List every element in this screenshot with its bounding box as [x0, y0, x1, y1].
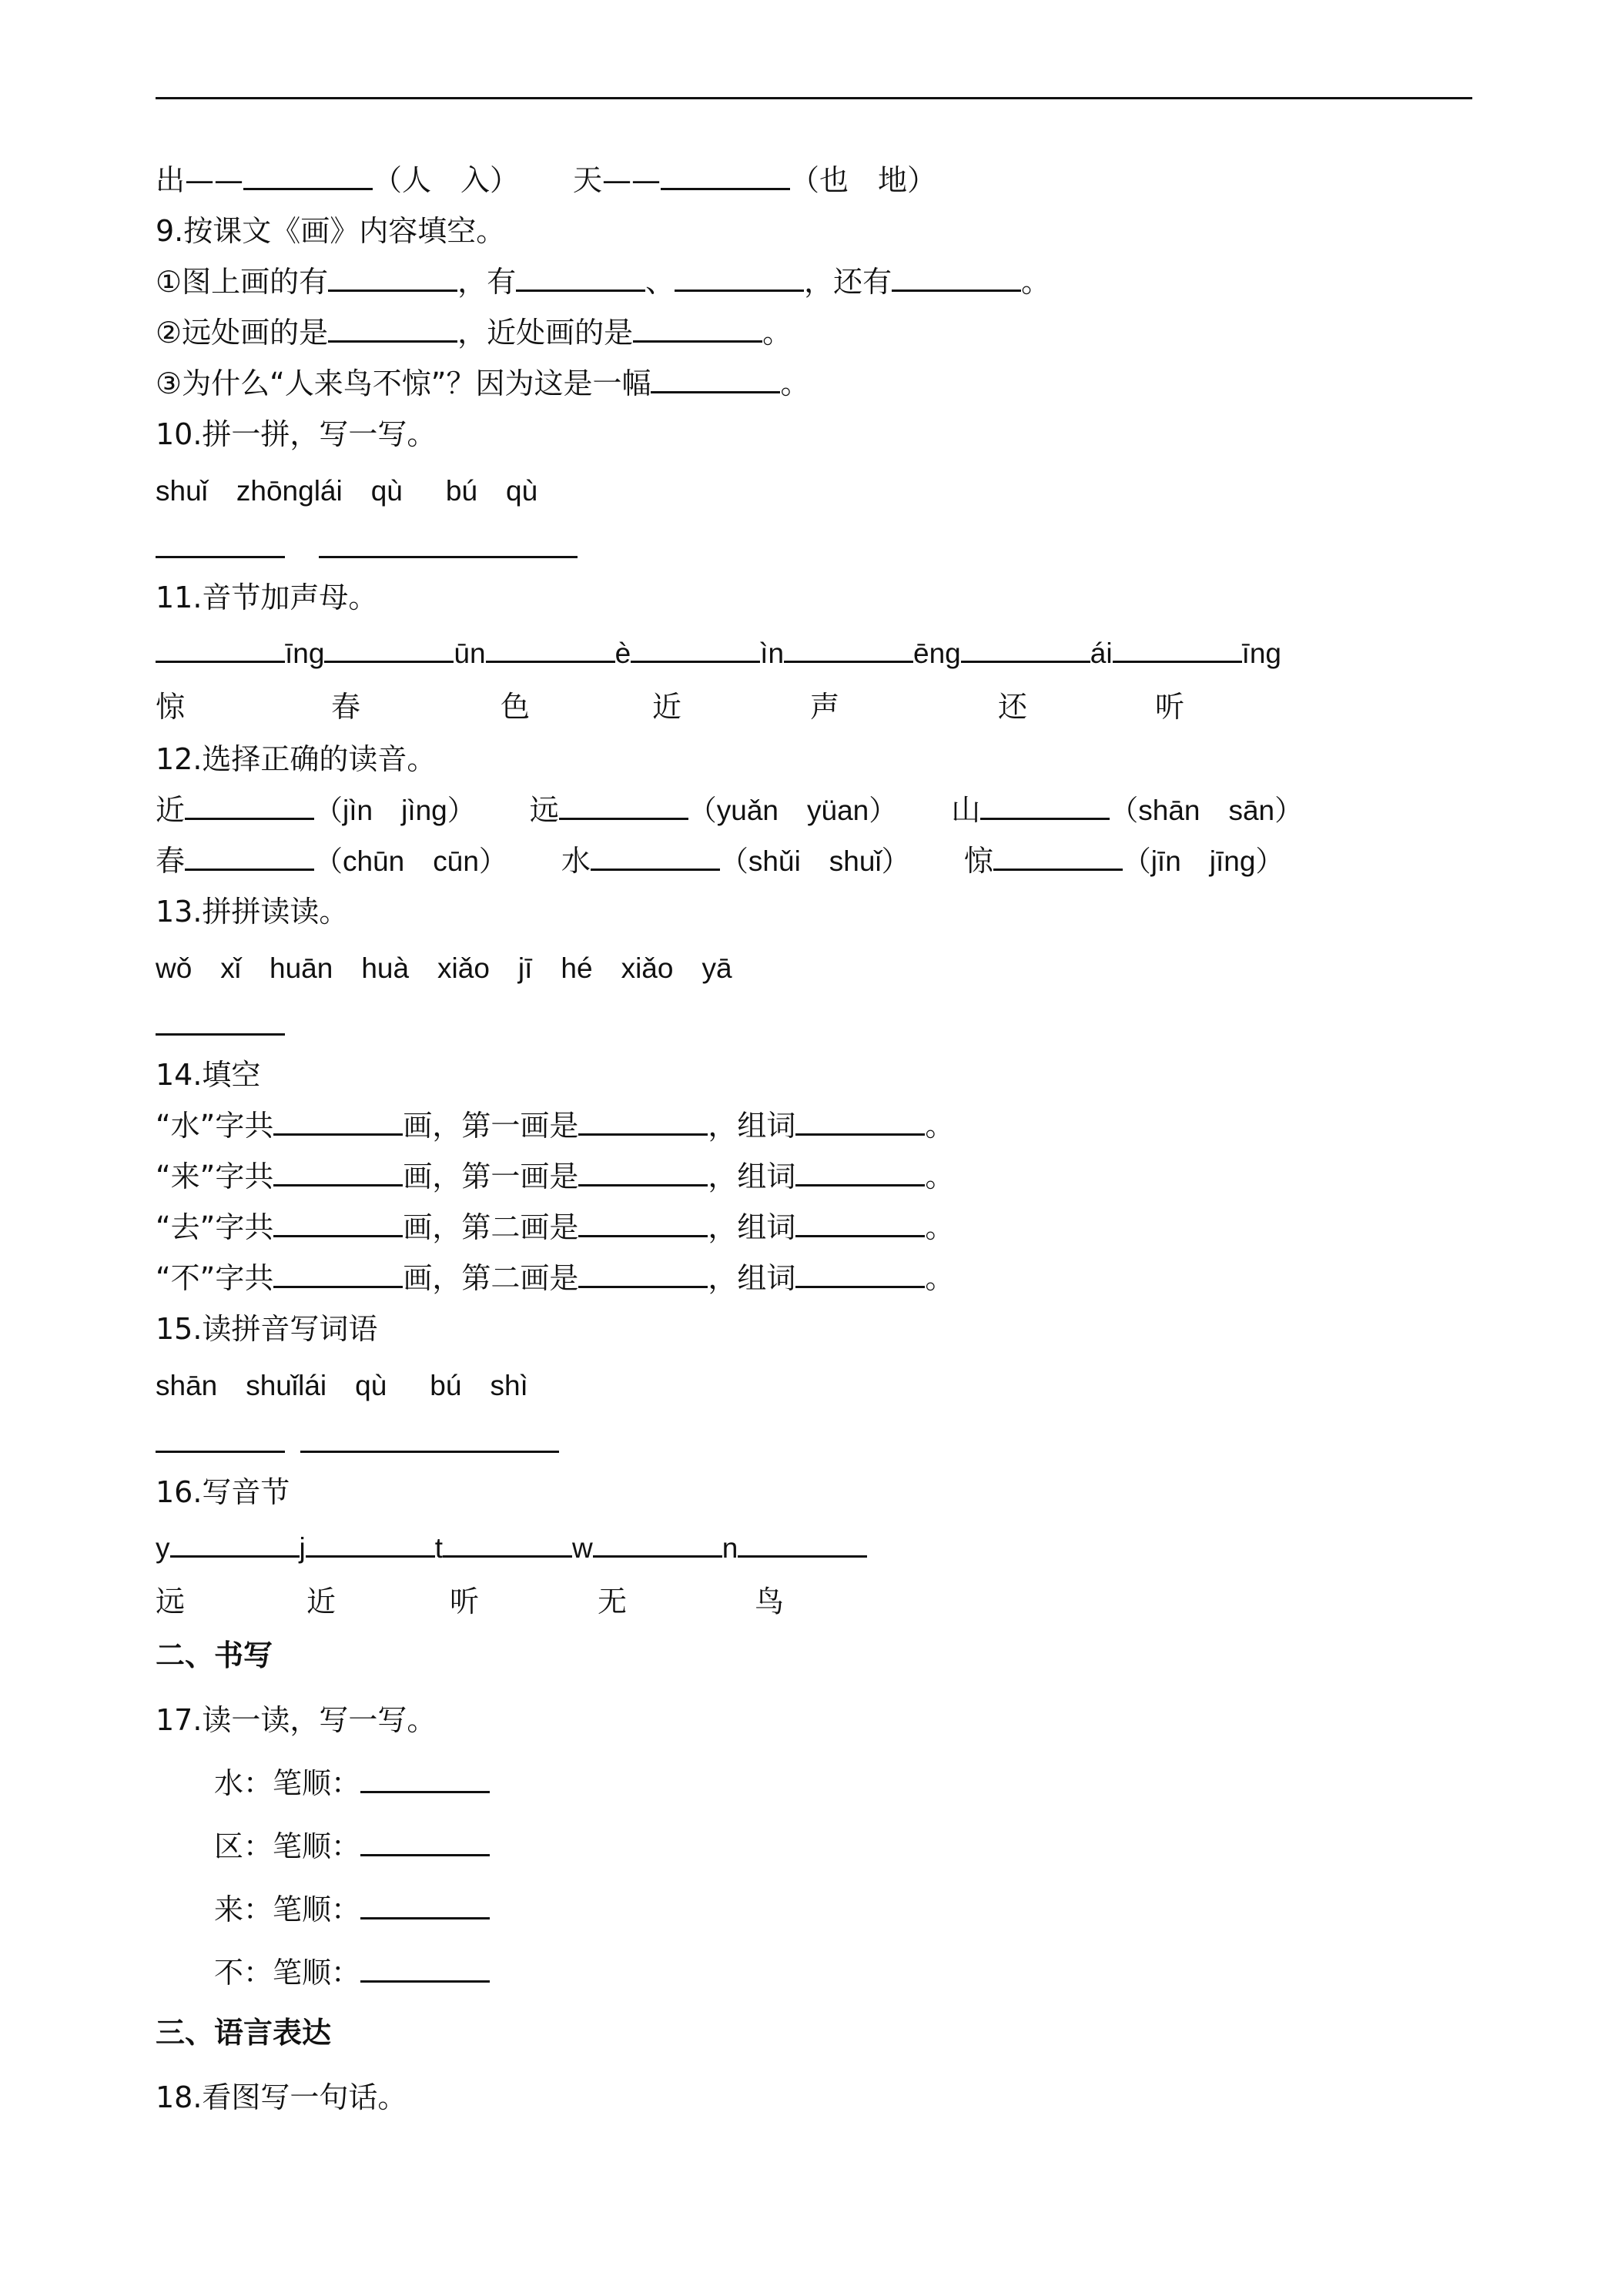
- q12-row-1: [156, 790, 1303, 830]
- text: ，组词: [708, 1160, 796, 1193]
- q17-row: [214, 1826, 490, 1866]
- section-3-heading: 三、语言表达: [156, 2016, 332, 2050]
- initial: n: [722, 1532, 738, 1564]
- q14-row: [156, 1106, 954, 1146]
- pinyin-word: shān shuǐ: [156, 1370, 299, 1401]
- answer-blank[interactable]: [892, 262, 1021, 292]
- answer-blank[interactable]: [980, 790, 1110, 820]
- q13-title: 13.拼拼读读。: [156, 895, 349, 929]
- answer-blank[interactable]: [273, 1207, 403, 1237]
- text: 。: [762, 316, 792, 350]
- answer-blank[interactable]: [448, 528, 578, 558]
- answer-blank[interactable]: [273, 1106, 403, 1136]
- q9-line-3: [156, 363, 809, 403]
- text: “水”字共: [156, 1109, 274, 1143]
- char: 山: [951, 793, 981, 827]
- q17-row: [214, 1763, 490, 1803]
- answer-blank[interactable]: [319, 528, 448, 558]
- char: 无: [598, 1585, 628, 1618]
- answer-blank[interactable]: [273, 1258, 403, 1288]
- char: 近: [156, 793, 186, 827]
- char: 春: [331, 690, 361, 724]
- q11-title: 11.音节加声母。: [156, 581, 378, 614]
- answer-blank[interactable]: [273, 1156, 403, 1186]
- char: 色: [501, 690, 531, 724]
- char: 还: [998, 690, 1028, 724]
- text: 。: [925, 1210, 955, 1244]
- options: （yuǎn yüan）: [688, 795, 898, 826]
- text: “去”字共: [156, 1210, 274, 1244]
- q13-pinyin: wǒ xǐ huān huà xiǎo jī hé xiǎo yā: [156, 952, 732, 984]
- answer-blank[interactable]: [738, 1528, 867, 1558]
- answer-blank[interactable]: [486, 633, 615, 663]
- text: 。: [780, 366, 810, 400]
- answer-blank[interactable]: [578, 1106, 708, 1136]
- answer-blank[interactable]: [961, 633, 1090, 663]
- text: 。: [925, 1160, 955, 1193]
- q12-title: 12.选择正确的读音。: [156, 742, 437, 776]
- answer-blank[interactable]: [360, 1763, 490, 1793]
- q9-line-1: [156, 262, 1050, 302]
- q18-title: 18.看图写一句话。: [156, 2080, 407, 2114]
- q14-row: [156, 1156, 954, 1197]
- q8-tail-line: [156, 160, 936, 200]
- answer-blank[interactable]: [185, 841, 314, 871]
- q14-title: 14.填空: [156, 1058, 261, 1092]
- pinyin-word: shuǐ zhōng: [156, 475, 314, 507]
- q16-blank-line: [156, 1528, 867, 1568]
- answer-blank[interactable]: [443, 1528, 572, 1558]
- answer-blank[interactable]: [675, 262, 804, 292]
- answer-blank[interactable]: [516, 262, 645, 292]
- char: 水: [561, 844, 591, 878]
- q15-title: 15.读拼音写词语: [156, 1312, 378, 1346]
- answer-blank[interactable]: [300, 1423, 430, 1453]
- answer-blank[interactable]: [631, 633, 760, 663]
- answer-blank[interactable]: [795, 1156, 925, 1186]
- text: 画，第一画是: [403, 1109, 579, 1143]
- final: īng: [285, 638, 325, 669]
- q11-char-line: [156, 687, 1465, 727]
- answer-blank[interactable]: [651, 363, 780, 393]
- answer-blank[interactable]: [1113, 633, 1242, 663]
- q14-row: [156, 1207, 954, 1247]
- initial: j: [299, 1532, 306, 1564]
- char: 声: [810, 690, 840, 724]
- options: （shān sān）: [1110, 795, 1304, 826]
- q15-blanks: [156, 1423, 559, 1463]
- pinyin-word: lái qù: [313, 475, 403, 507]
- char: 惊: [156, 690, 186, 724]
- text: 。: [1021, 265, 1051, 299]
- text: ②远处画的是: [156, 316, 329, 350]
- answer-blank[interactable]: [559, 790, 688, 820]
- q8-a-char: 出——: [156, 163, 244, 197]
- answer-blank[interactable]: [633, 313, 762, 343]
- answer-blank[interactable]: [430, 1423, 559, 1453]
- q17-row: [214, 1953, 490, 1993]
- options: （jìn jìng）: [314, 795, 476, 826]
- text: 、: [645, 265, 675, 299]
- answer-blank[interactable]: [156, 1006, 285, 1036]
- answer-blank[interactable]: [360, 1826, 490, 1856]
- options: （jīn jīng）: [1122, 845, 1284, 877]
- header-rule: [156, 97, 1472, 99]
- answer-blank[interactable]: [306, 1528, 435, 1558]
- answer-blank[interactable]: [170, 1528, 300, 1558]
- q17-row: [214, 1889, 490, 1930]
- options: （chūn cūn）: [314, 845, 507, 877]
- pinyin-word: bú shì: [430, 1370, 528, 1401]
- answer-blank[interactable]: [795, 1106, 925, 1136]
- final: īng: [1241, 638, 1282, 669]
- q9-title: 9.按课文《画》内容填空。: [156, 214, 506, 248]
- answer-blank[interactable]: [795, 1207, 925, 1237]
- q17-title: 17.读一读，写一写。: [156, 1703, 437, 1737]
- text: 来：笔顺：: [214, 1893, 361, 1926]
- q10-title: 10.拼一拼，写一写。: [156, 417, 437, 451]
- text: 不：笔顺：: [214, 1956, 361, 1990]
- options: （shǔi shuǐ）: [719, 845, 910, 877]
- initial: t: [434, 1532, 444, 1564]
- answer-blank[interactable]: [993, 841, 1123, 871]
- final: è: [614, 638, 631, 669]
- text: 。: [925, 1109, 955, 1143]
- q14-row: [156, 1258, 954, 1298]
- q13-blank-line: [156, 1006, 285, 1046]
- q10-blanks: [156, 528, 578, 568]
- char: 春: [156, 844, 186, 878]
- text: 画，第二画是: [403, 1210, 579, 1244]
- answer-blank[interactable]: [360, 1889, 490, 1919]
- answer-blank[interactable]: [784, 633, 913, 663]
- text: ，还有: [804, 265, 892, 299]
- char: 远: [529, 793, 559, 827]
- pinyin-word: lái qù: [298, 1370, 387, 1401]
- text: ，组词: [708, 1109, 796, 1143]
- text: 画，第二画是: [403, 1261, 579, 1295]
- q12-row-2: [156, 841, 1284, 881]
- char: 近: [306, 1585, 337, 1618]
- char: 听: [1155, 690, 1185, 724]
- answer-blank[interactable]: [578, 1207, 708, 1237]
- text: 画，第一画是: [403, 1160, 579, 1193]
- q8-a-options: （人 入）: [373, 163, 520, 197]
- q8-b-char: 天——: [573, 163, 661, 197]
- answer-blank[interactable]: [578, 1258, 708, 1288]
- final: ái: [1090, 638, 1113, 669]
- answer-blank[interactable]: [185, 790, 314, 820]
- q11-blank-line: [156, 633, 1281, 673]
- answer-blank[interactable]: [661, 160, 790, 190]
- text: ，组词: [708, 1210, 796, 1244]
- text: ①图上画的有: [156, 265, 329, 299]
- answer-blank[interactable]: [328, 313, 457, 343]
- q10-pinyin-line: [156, 471, 537, 511]
- char: 惊: [963, 844, 993, 878]
- final: ūn: [454, 638, 486, 669]
- answer-blank[interactable]: [591, 841, 720, 871]
- final: ìn: [760, 638, 785, 669]
- q9-line-2: [156, 313, 792, 353]
- answer-blank[interactable]: [324, 633, 454, 663]
- pinyin-word: bú qù: [445, 475, 538, 507]
- q16-title: 16.写音节: [156, 1475, 290, 1509]
- text: “不”字共: [156, 1261, 274, 1295]
- answer-blank[interactable]: [156, 1423, 285, 1453]
- answer-blank[interactable]: [795, 1258, 925, 1288]
- text: ，近处画的是: [457, 316, 634, 350]
- char: 鸟: [755, 1585, 785, 1618]
- text: ，有: [457, 265, 517, 299]
- answer-blank[interactable]: [360, 1953, 490, 1983]
- text: 水：笔顺：: [214, 1766, 361, 1800]
- q15-pinyin-line: [156, 1366, 528, 1406]
- text: ，组词: [708, 1261, 796, 1295]
- answer-blank[interactable]: [243, 160, 373, 190]
- answer-blank[interactable]: [328, 262, 457, 292]
- char: 近: [652, 690, 682, 724]
- q16-char-line: [156, 1581, 1080, 1622]
- text: “来”字共: [156, 1160, 274, 1193]
- section-2-heading: 二、书写: [156, 1638, 273, 1672]
- answer-blank[interactable]: [156, 633, 285, 663]
- answer-blank[interactable]: [593, 1528, 722, 1558]
- final: ēng: [913, 638, 961, 669]
- text: ③为什么“人来鸟不惊”？因为这是一幅: [156, 366, 651, 400]
- q8-b-options: （也 地）: [790, 163, 937, 197]
- initial: w: [572, 1532, 593, 1564]
- text: 区：笔顺：: [214, 1829, 361, 1863]
- text: 。: [925, 1261, 955, 1295]
- char: 听: [450, 1585, 480, 1618]
- initial: y: [156, 1532, 170, 1564]
- char: 远: [156, 1585, 186, 1618]
- answer-blank[interactable]: [156, 528, 285, 558]
- answer-blank[interactable]: [578, 1156, 708, 1186]
